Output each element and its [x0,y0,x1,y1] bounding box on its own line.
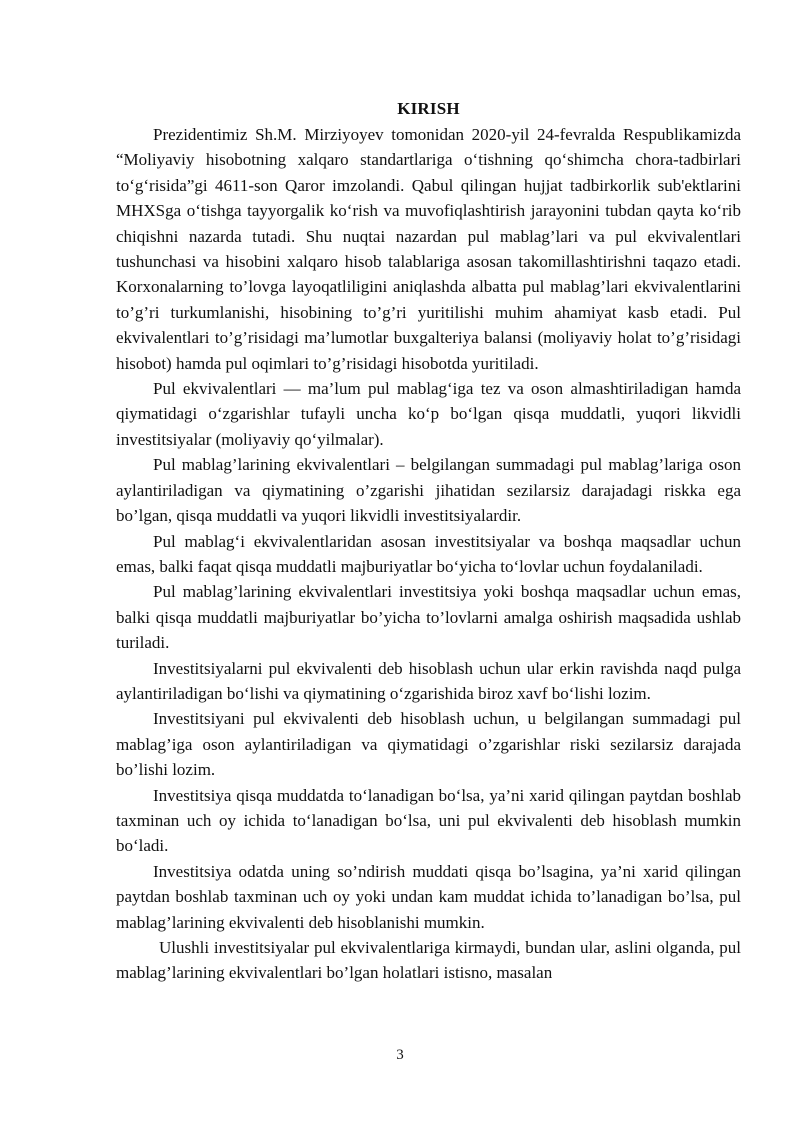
paragraph-usage-2: Pul mablag’larining ekvivalentlari investitsiya yoki boshqa maqsadlar uchun emas, balki qisqa muddatli majburiyatlar bo’yicha to’lovlarni amalga oshirish maqsadida ushlab turiladi. [116,582,741,653]
document-page [116,96,741,986]
paragraph-definition-2: Pul mablag’larining ekvivalentlari – belgilangan summadagi pul mablag’lariga oson aylantiriladigan va qiymatining o’zgarishi jihatidan sezilarsiz darajadagi riskka ega bo’lgan, qisqa muddatli va yuqori likvidli investitsiyalardir. [116,455,741,526]
paragraph-term-2: Investitsiya odatda uning so’ndirish muddati qisqa bo’lsagina, ya’ni xarid qilingan paytdan boshlab taxminan uch oy yoki undan kam muddat ichida to’lanadigan bo’lsa, pul mablag’larining ekvivalenti deb hisoblanishi mumkin. [116,861,741,932]
paragraph-equity: Ulushli investitsiyalar pul ekvivalentlariga kirmaydi, bundan ular, aslini olganda, pul mablag’larining ekvivalentlari bo’lgan holatlari istisno, masalan [116,938,741,983]
paragraph-definition-1: Pul ekvivalentlari — ma’lum pul mablag‘iga tez va oson almashtiriladigan hamda qiymatidagi o‘zgarishlar tufayli uncha ko‘p bo‘lgan qisqa muddatli, yuqori likvidli investitsiyalar (moliyaviy qo‘yilmalar). [116,379,741,449]
paragraph-usage-1: Pul mablag‘i ekvivalentlaridan asosan investitsiyalar va boshqa maqsadlar uchun emas, balki faqat qisqa muddatli majburiyatlar bo‘yicha to‘lovlar uchun foydalaniladi. [116,531,741,576]
paragraph-term-1: Investitsiya qisqa muddatda to‘lanadigan bo‘lsa, ya’ni xarid qilingan paytdan boshlab taxminan uch oy ichida to‘lanadigan bo‘lsa, uni pul ekvivalenti deb hisoblash mumkin bo‘ladi. [116,785,741,856]
paragraph-condition-2: Investitsiyani pul ekvivalenti deb hisoblash uchun, u belgilangan summadagi pul mablag’iga oson aylantiriladigan va qiymatidagi o’zgarishlar riski sezilarsiz darajada bo’lishi lozim. [116,709,741,780]
paragraph-condition-1: Investitsiyalarni pul ekvivalenti deb hisoblash uchun ular erkin ravishda naqd pulga aylantiriladigan bo‘lishi va qiymatining o‘zgarishida biroz xavf bo‘lishi lozim. [116,658,741,703]
page-number: 3 [396,1047,404,1063]
section-heading: KIRISH [397,99,460,118]
paragraph-intro: Prezidentimiz Sh.M. Mirziyoyev tomonidan 2020-yil 24-fevralda Respublikamizda “Moliyaviy hisobotning xalqaro standartlariga o‘tishning qo‘shimcha chora-tadbirlari to‘g‘risida”gi 4611-son Qaror imzolandi. Qabul qilingan hujjat tadbirkorlik sub'ektlarini MHXSga o‘tishga tayyorgalik ko‘rish va muvofiqlashtirish jarayonini tubdan qayta ko‘rib chiqishni nazarda tutadi. Shu nuqtai nazardan pul mablag’lari va pul ekvivalentlari tushunchasi va hisobini xalqaro hisob talablariga asosan takomillashtirishni taqazo etadi. Korxonalarning to’lovga layoqatliligini aniqlashda albatta pul mablag’lari ekvivalentlarini to’g’ri turkumlanishi, hisobining to’g’ri yuritilishi muhim ahamiyat kasb etadi. Pul ekvivalentlari to’g’risidagi ma’lumotlar buxgalteriya balansi (moliyaviy holat to’g’risidagi hisobot) hamda pul oqimlari to’g’risidagi hisobotda yuritiladi. [116,125,741,373]
